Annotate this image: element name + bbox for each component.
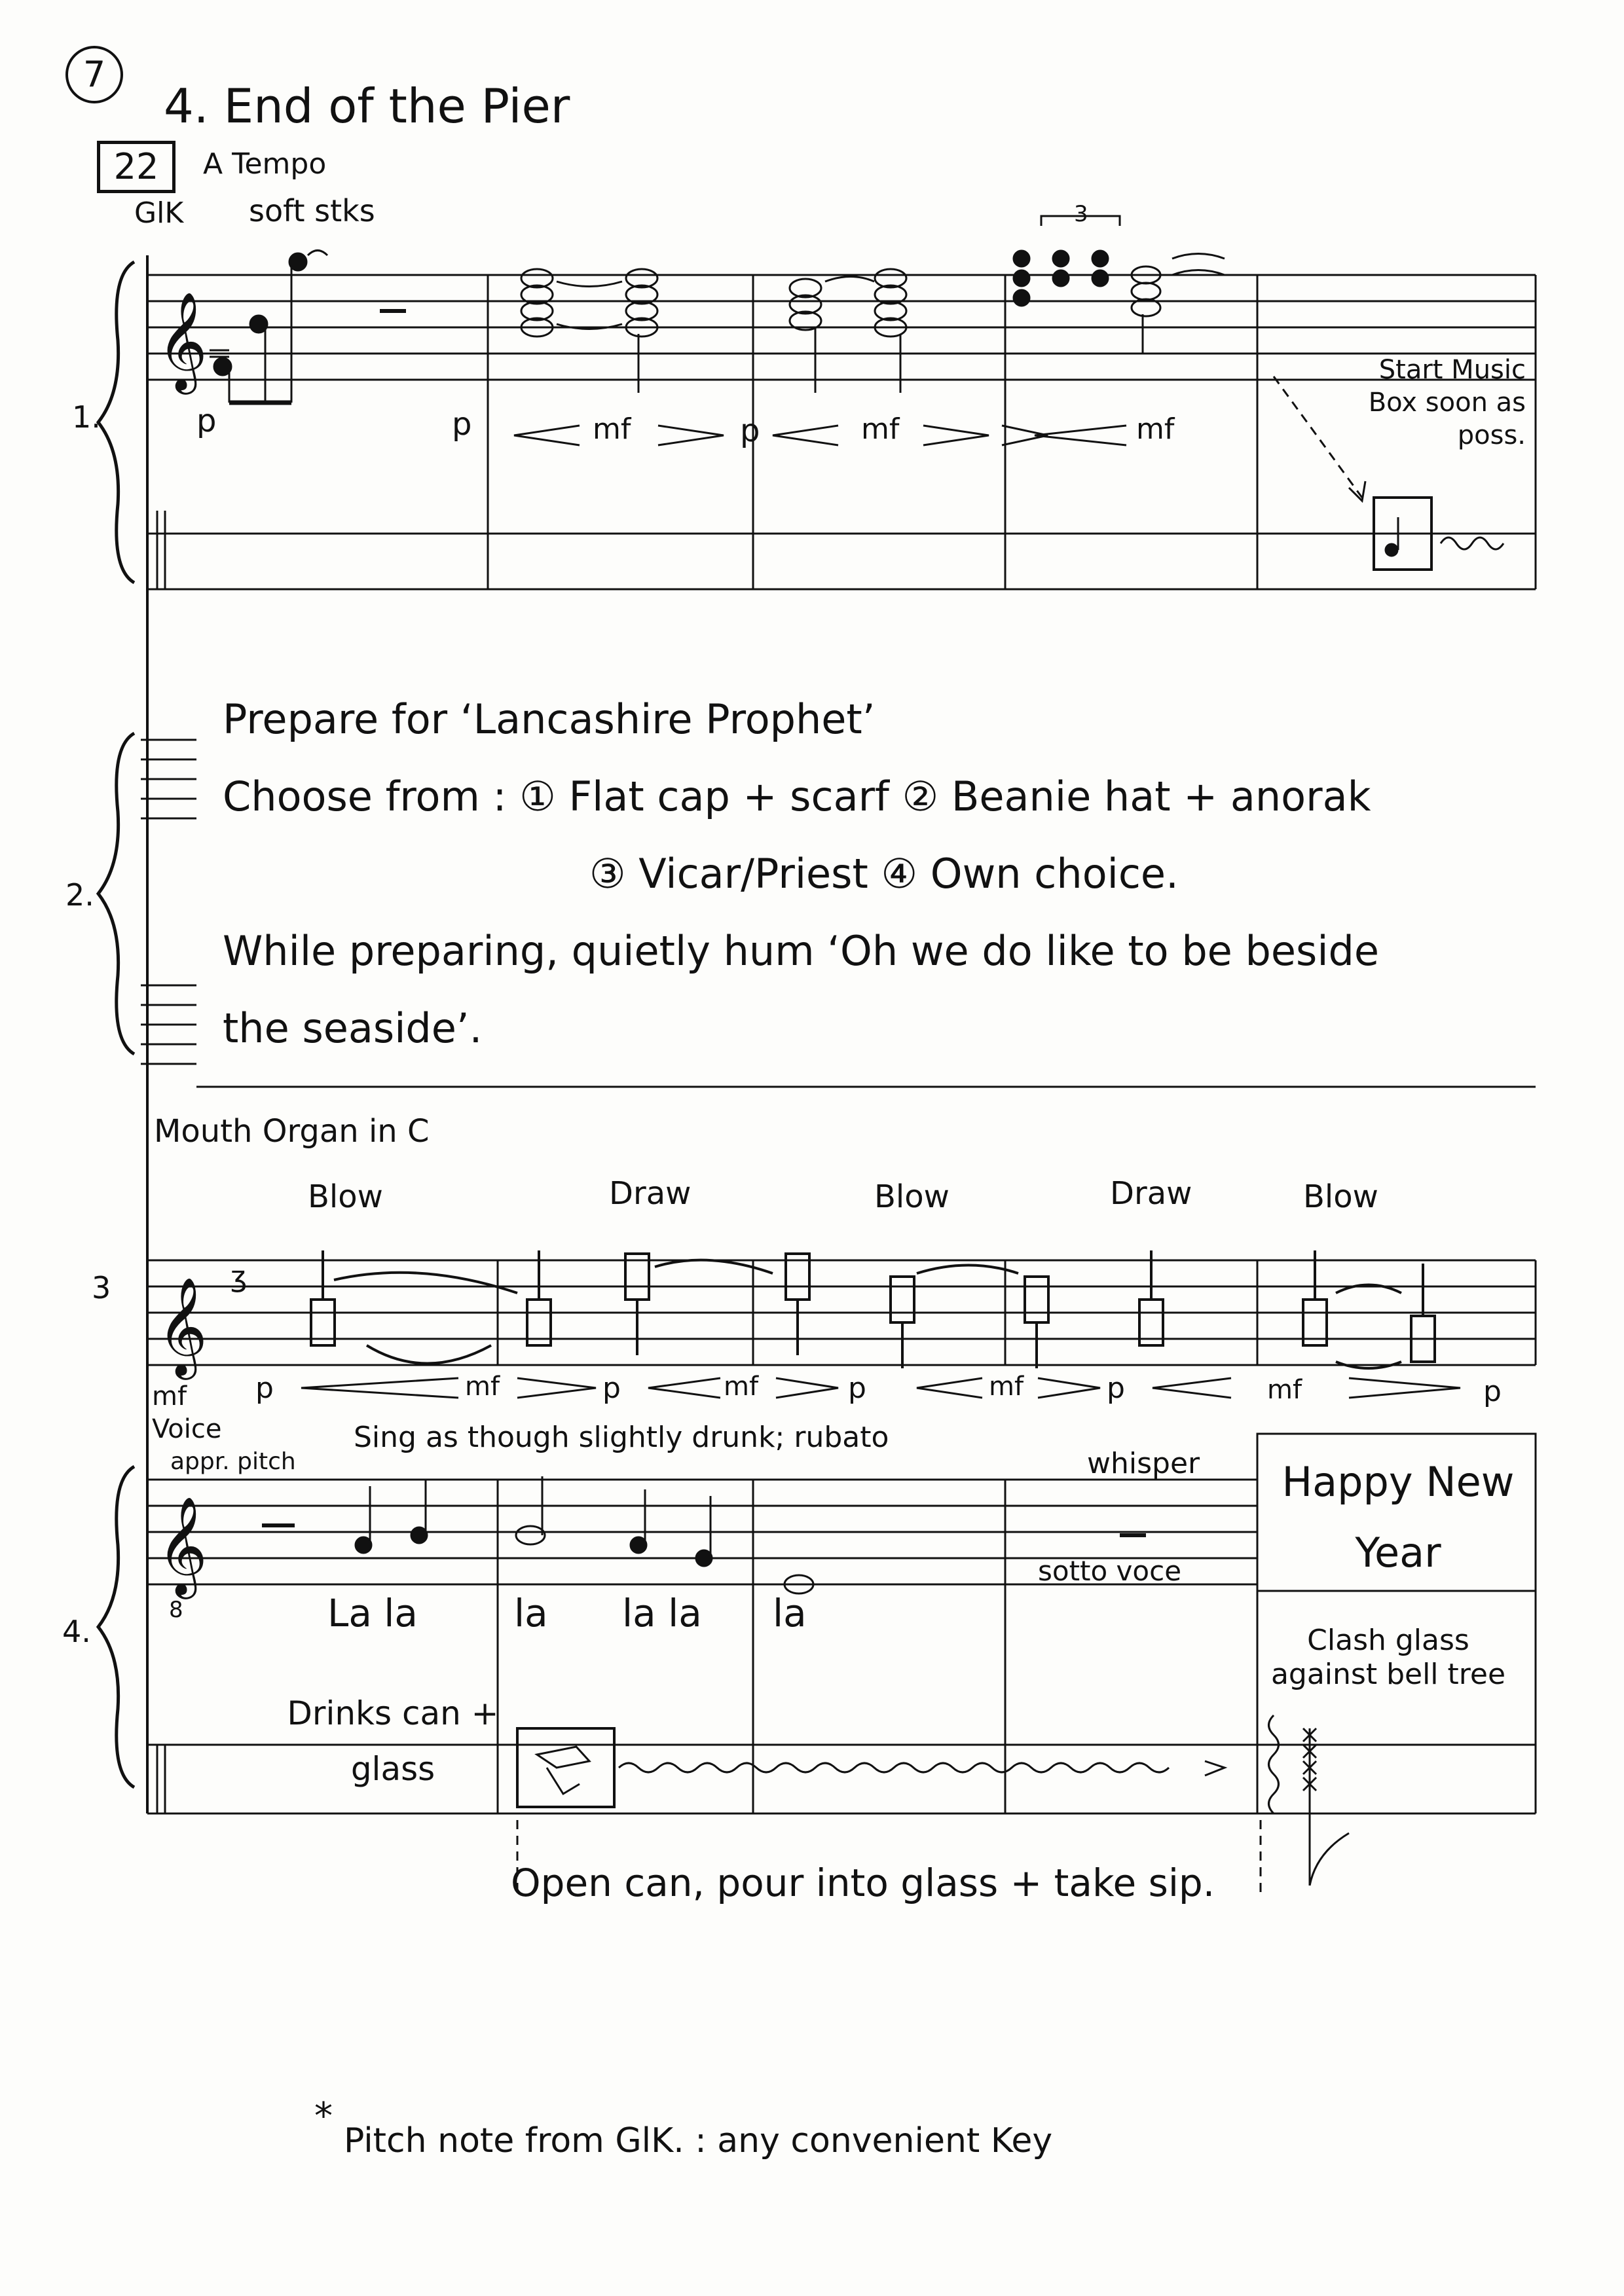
voice-notes [262,1476,1146,1594]
instruction-line: Prepare for ‘Lancashire Prophet’ [223,695,876,743]
mouth-organ-label: Mouth Organ in C [154,1113,430,1150]
staff-3-label: 3 [92,1270,111,1305]
dynamic-p: p [196,403,217,439]
lyric: La la [327,1591,418,1635]
instrument-abbrev: GlK [134,196,184,230]
whisper-direction: whisper [1087,1447,1200,1480]
sotto-voce: sotto voce [1038,1555,1182,1587]
bell-tree-gliss [1269,1715,1350,1886]
instruction-line: the seaside’. [223,1004,483,1052]
lyric: la [773,1591,807,1635]
chord-stack-3 [790,269,906,393]
dynamic-p: p [452,406,472,443]
treble-clef-4: 𝄞 [157,1495,208,1595]
dynamic-mf: mf [152,1381,187,1412]
brace-1 [98,262,134,583]
breath-blow: Blow [1303,1178,1378,1215]
breath-draw: Draw [609,1175,692,1212]
dynamic-mf: mf [989,1372,1024,1402]
instruction-line: ③ Vicar/Priest ④ Own choice. [589,850,1179,898]
breath-blow: Blow [874,1178,950,1215]
footnote: Pitch note from GlK. : any convenient Key [344,2121,1053,2160]
asterisk: * [314,2095,333,2138]
breath-mark: ʒ [231,1260,248,1294]
page-number: 7 [65,46,123,103]
staff-2-label: 2. [65,877,94,913]
lyric: la [514,1591,548,1635]
wavy-line [619,1763,1169,1772]
breath-blow: Blow [308,1178,383,1215]
chord-stack-2 [521,269,657,393]
staff-1-lines [147,275,1536,380]
drinks-label: Drinks can + glass [287,1694,499,1788]
harmonica-blocks [311,1250,1435,1368]
action-instruction: Open can, pour into glass + take sip. [511,1861,1215,1905]
sing-direction: Sing as though slightly drunk; rubato [354,1421,889,1454]
breath-draw: Draw [1110,1175,1192,1212]
staff-1-label: 1. [72,399,101,435]
chord-stack-4 [1014,201,1225,354]
staff-4-label: 4. [62,1614,91,1649]
dynamic-p: p [1107,1372,1125,1405]
dynamic-mf: mf [861,412,900,446]
dynamic-mf: mf [465,1372,500,1402]
lyric: la la [622,1591,702,1635]
mallet-instruction: soft stks [249,193,375,228]
voice-label: Voice [152,1414,222,1444]
dynamic-p: p [602,1372,621,1405]
instruction-line: Choose from : ① Flat cap + scarf ② Beanie hat + anorak [223,773,1371,820]
dynamic-p: p [255,1372,274,1405]
pitch-note: appr. pitch [170,1448,296,1475]
tempo-marking: A Tempo [203,147,327,181]
dynamic-mf: mf [593,412,631,446]
tuplet-3: 3 [1074,201,1088,227]
piece-title: 4. End of the Pier [164,79,570,134]
treble-clef-1: 𝄞 [157,291,208,390]
clash-label: Clash glass against bell tree [1270,1624,1506,1691]
dynamic-p: p [1483,1375,1502,1408]
instruction-line: While preparing, quietly hum ‘Oh we do like to be beside [223,927,1380,975]
dynamic-p: p [848,1372,866,1405]
happy-new-year-text: Happy New Year [1282,1458,1515,1576]
music-box-instruction: Start Music Box soon as poss. [1368,355,1526,450]
brace-4 [98,1467,134,1787]
costume-instructions [223,681,1519,1080]
can-glass-icon [517,1728,614,1807]
dynamic-mf: mf [1267,1375,1302,1405]
treble-clef-3: 𝄞 [157,1276,208,1376]
dynamic-p: p [740,412,760,449]
rehearsal-mark: 22 [97,141,175,193]
dynamic-mf: mf [724,1372,759,1402]
octave-8: 8 [169,1597,183,1623]
brace-2 [98,733,134,1054]
dynamic-mf: mf [1136,412,1175,446]
